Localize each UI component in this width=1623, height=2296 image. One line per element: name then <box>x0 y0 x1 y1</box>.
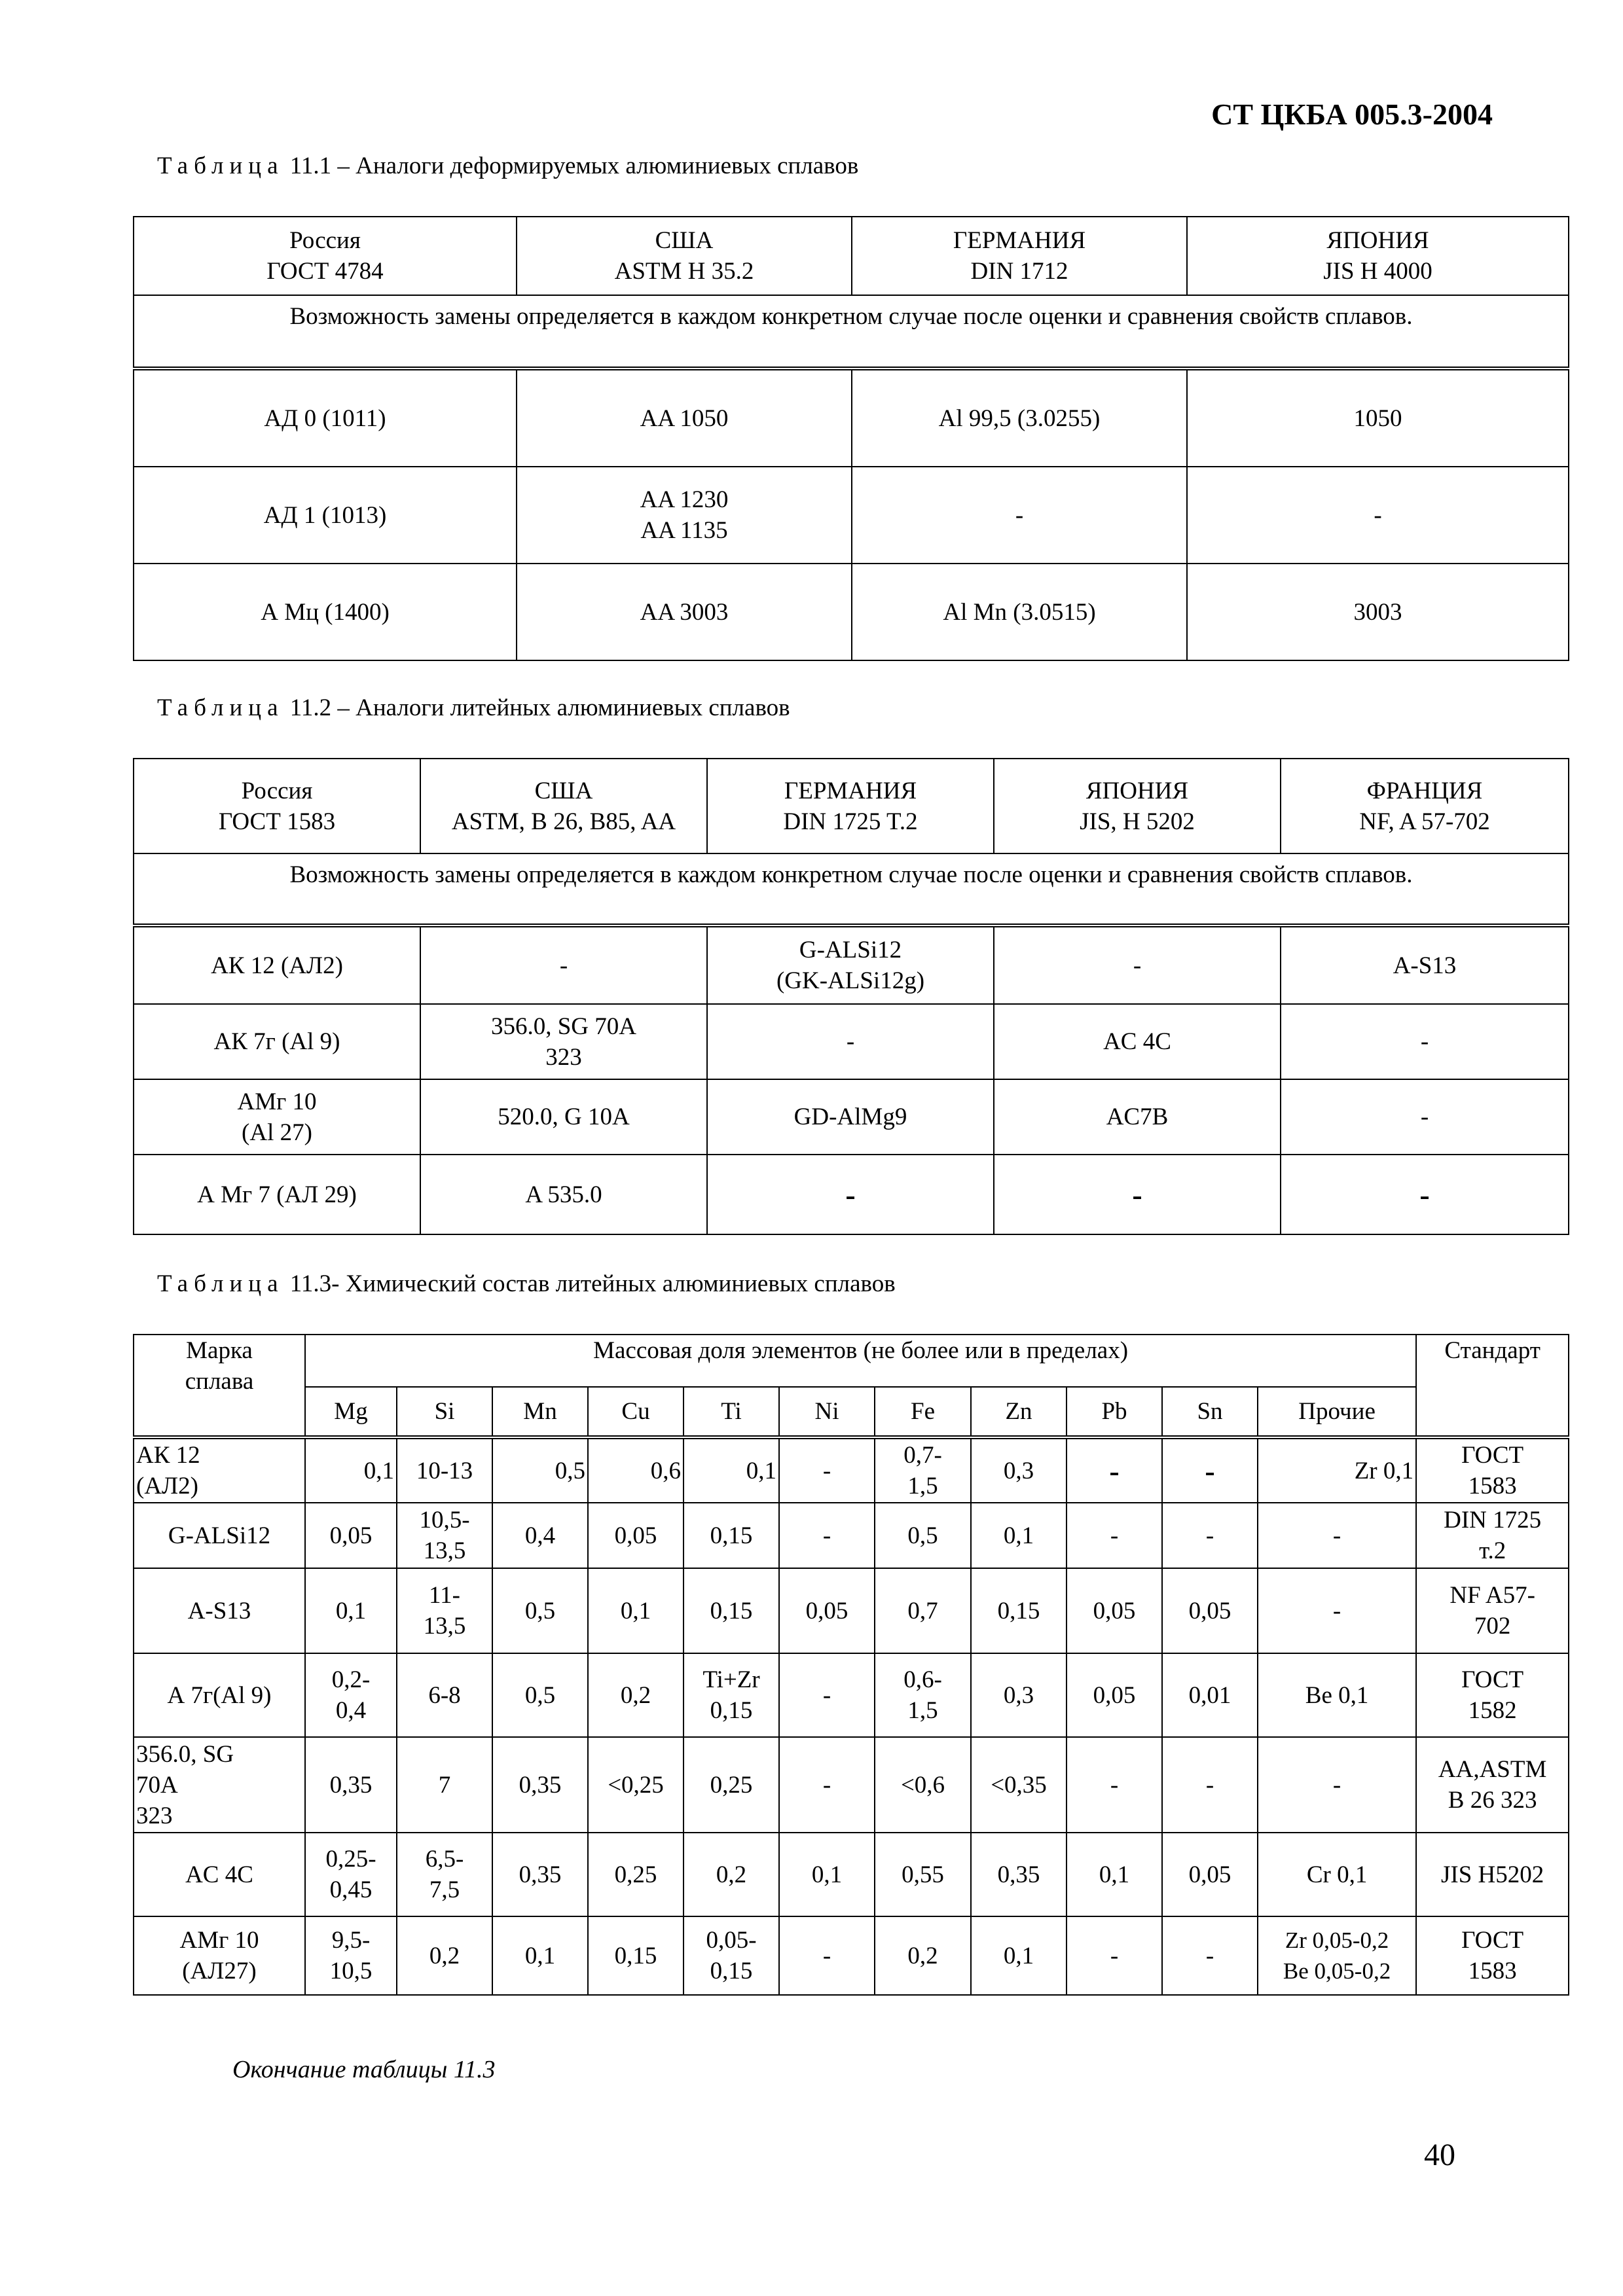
table-cell: - <box>707 1155 994 1234</box>
table-11-2-caption <box>157 694 790 722</box>
table-cell: 0,1 <box>971 1916 1067 1995</box>
table-cell: 0,1 <box>492 1916 588 1995</box>
table-cell: А 7г(Al 9) <box>134 1653 305 1737</box>
table-note: Возможность замены определяется в каждом конкретном случае после оценки и сравнения свойств сплавов. <box>134 853 1569 925</box>
table-cell: - <box>1067 1916 1162 1995</box>
table-cell: 356.0, SG 70A 323 <box>420 1004 707 1079</box>
table-cell: - <box>852 467 1187 564</box>
table-cell: ГОСТ 1582 <box>1416 1653 1569 1737</box>
header-cell: Россия ГОСТ 4784 <box>134 217 517 295</box>
table-cell: 0,1 <box>588 1568 684 1653</box>
table-note: Возможность замены определяется в каждом конкретном случае после оценки и сравнения свойств сплавов. <box>134 295 1569 368</box>
table-cell: 0,35 <box>971 1833 1067 1916</box>
table-cell: - <box>994 925 1281 1004</box>
element-header-zn: Zn <box>971 1387 1067 1437</box>
table-cell: 9,5- 10,5 <box>305 1916 397 1995</box>
table-cell: - <box>707 1004 994 1079</box>
table-11-1-caption <box>157 152 858 180</box>
table-row <box>134 1437 1569 1503</box>
table-cell: 0,1 <box>305 1437 397 1503</box>
table-cell: 0,7 <box>875 1568 971 1653</box>
table-cell: Al 99,5 (3.0255) <box>852 368 1187 467</box>
table-cell: 0,05- 0,15 <box>684 1916 779 1995</box>
table-cell: - <box>1281 1004 1569 1079</box>
element-header-mg: Mg <box>305 1387 397 1437</box>
table-cell: - <box>779 1916 875 1995</box>
table-cell: - <box>994 1155 1281 1234</box>
table-cell: АК 12 (АЛ2) <box>134 925 420 1004</box>
table-cell: 0,15 <box>971 1568 1067 1653</box>
table-cell: 0,5 <box>492 1653 588 1737</box>
table-cell: 0,01 <box>1162 1653 1258 1737</box>
caption-text: 11.1 – Аналоги деформируемых алюминиевых сплавов <box>289 152 859 179</box>
table-cell: Ti+Zr 0,15 <box>684 1653 779 1737</box>
page-number: 40 <box>1424 2138 1455 2172</box>
table-cell: - <box>1258 1503 1416 1568</box>
table-cell: AA 1230 AA 1135 <box>517 467 852 564</box>
table-cell: АК 7г (Al 9) <box>134 1004 420 1079</box>
table-cell: 1050 <box>1187 368 1569 467</box>
table-cell: - <box>1281 1155 1569 1234</box>
table-cell: 0,1 <box>779 1833 875 1916</box>
table-cell: 0,1 <box>971 1503 1067 1568</box>
table-cell: 0,15 <box>684 1568 779 1653</box>
caption-text: 11.3- Химический состав литейных алюминиевых сплавов <box>289 1270 896 1297</box>
table-cell: 0,6- 1,5 <box>875 1653 971 1737</box>
table-cell: <0,35 <box>971 1737 1067 1833</box>
table-cell: A 535.0 <box>420 1155 707 1234</box>
table-cell: 0,3 <box>971 1653 1067 1737</box>
table-cell: 0,6 <box>588 1437 684 1503</box>
table-cell: 0,15 <box>588 1916 684 1995</box>
table-cell: 0,05 <box>1162 1568 1258 1653</box>
table-cell: А Мг 7 (АЛ 29) <box>134 1155 420 1234</box>
table-cell: 0,05 <box>588 1503 684 1568</box>
table-cell: GD-AlMg9 <box>707 1079 994 1155</box>
fraction-header: Массовая доля элементов (не более или в пределах) <box>305 1335 1416 1387</box>
standard-header: Стандарт <box>1416 1335 1569 1437</box>
table-cell: A-S13 <box>1281 925 1569 1004</box>
element-header-si: Si <box>397 1387 492 1437</box>
caption-label: Таблица <box>157 694 284 721</box>
table-cell: AA 1050 <box>517 368 852 467</box>
table-cell: 0,05 <box>1067 1653 1162 1737</box>
table-cell: ГОСТ 1583 <box>1416 1916 1569 1995</box>
element-header-mn: Mn <box>492 1387 588 1437</box>
table-cell: 0,05 <box>305 1503 397 1568</box>
table-cell: 0,5 <box>492 1437 588 1503</box>
header-cell: ГЕРМАНИЯ DIN 1725 T.2 <box>707 759 994 853</box>
table-cell: AC7B <box>994 1079 1281 1155</box>
table-cell: AC 4C <box>994 1004 1281 1079</box>
table-cell: 0,05 <box>1067 1568 1162 1653</box>
table-cell: <0,25 <box>588 1737 684 1833</box>
table-cell: - <box>779 1653 875 1737</box>
table-cell: 11- 13,5 <box>397 1568 492 1653</box>
header-cell: ЯПОНИЯ JIS, H 5202 <box>994 759 1281 853</box>
continuation-note: Окончание таблицы 11.3 <box>232 2056 496 2083</box>
header-cell: Россия ГОСТ 1583 <box>134 759 420 853</box>
table-cell: NF A57- 702 <box>1416 1568 1569 1653</box>
table-cell: 0,4 <box>492 1503 588 1568</box>
header-cell: ГЕРМАНИЯ DIN 1712 <box>852 217 1187 295</box>
table-cell: 0,7- 1,5 <box>875 1437 971 1503</box>
table-cell: 0,2 <box>588 1653 684 1737</box>
element-header-ti: Ti <box>684 1387 779 1437</box>
element-header-sn: Sn <box>1162 1387 1258 1437</box>
table-cell: АМг 10 (Al 27) <box>134 1079 420 1155</box>
table-cell: 0,2 <box>684 1833 779 1916</box>
table-cell: - <box>1162 1916 1258 1995</box>
table-cell: - <box>779 1503 875 1568</box>
table-cell: АК 12 (АЛ2) <box>134 1437 305 1503</box>
table-cell: Be 0,1 <box>1258 1653 1416 1737</box>
table-cell: 0,25 <box>588 1833 684 1916</box>
table-11-3-body <box>134 1437 1569 1995</box>
table-cell: 0,3 <box>971 1437 1067 1503</box>
table-cell: - <box>1258 1737 1416 1833</box>
header-cell: ФРАНЦИЯ NF, A 57-702 <box>1281 759 1569 853</box>
table-cell: 0,5 <box>492 1568 588 1653</box>
table-cell: 0,25- 0,45 <box>305 1833 397 1916</box>
table-cell: 0,2- 0,4 <box>305 1653 397 1737</box>
table-cell: 7 <box>397 1737 492 1833</box>
table-cell: <0,6 <box>875 1737 971 1833</box>
caption-label: Таблица <box>157 152 284 179</box>
table-cell: - <box>1258 1568 1416 1653</box>
table-cell: 0,25 <box>684 1737 779 1833</box>
table-cell: Al Mn (3.0515) <box>852 564 1187 660</box>
table-cell: 10-13 <box>397 1437 492 1503</box>
grade-header: Марка сплава <box>134 1335 305 1437</box>
table-cell: 0,5 <box>875 1503 971 1568</box>
table-11-1 <box>133 216 1569 661</box>
element-header-cu: Cu <box>588 1387 684 1437</box>
table-row <box>134 1503 1569 1568</box>
table-11-3-caption <box>157 1270 896 1298</box>
table-row <box>134 1653 1569 1737</box>
table-cell: JIS H5202 <box>1416 1833 1569 1916</box>
table-cell: 10,5- 13,5 <box>397 1503 492 1568</box>
table-cell: - <box>1162 1437 1258 1503</box>
table-cell: 0,1 <box>305 1568 397 1653</box>
table-row <box>134 1737 1569 1833</box>
table-cell: 0,2 <box>875 1916 971 1995</box>
table-cell: 0,35 <box>305 1737 397 1833</box>
element-header-other: Прочие <box>1258 1387 1416 1437</box>
table-11-2 <box>133 758 1569 1235</box>
table-cell: - <box>1187 467 1569 564</box>
table-cell: АД 0 (1011) <box>134 368 517 467</box>
table-cell: 0,2 <box>397 1916 492 1995</box>
table-cell: 520.0, G 10A <box>420 1079 707 1155</box>
table-cell: - <box>420 925 707 1004</box>
table-cell: 6,5- 7,5 <box>397 1833 492 1916</box>
table-cell: 0,05 <box>779 1568 875 1653</box>
header-cell: США ASTM, B 26, B85, AA <box>420 759 707 853</box>
table-cell: - <box>1067 1437 1162 1503</box>
table-cell: Cr 0,1 <box>1258 1833 1416 1916</box>
table-cell: AA,ASTM B 26 323 <box>1416 1737 1569 1833</box>
header-cell: ЯПОНИЯ JIS H 4000 <box>1187 217 1569 295</box>
table-cell: АД 1 (1013) <box>134 467 517 564</box>
table-cell: AC 4C <box>134 1833 305 1916</box>
table-cell: 356.0, SG 70A 323 <box>134 1737 305 1833</box>
table-cell: 0,1 <box>1067 1833 1162 1916</box>
table-cell: 6-8 <box>397 1653 492 1737</box>
table-cell: 0,05 <box>1162 1833 1258 1916</box>
table-cell: 0,35 <box>492 1833 588 1916</box>
table-cell: 0,35 <box>492 1737 588 1833</box>
caption-text: 11.2 – Аналоги литейных алюминиевых сплавов <box>289 694 790 721</box>
element-header-fe: Fe <box>875 1387 971 1437</box>
table-cell: Zr 0,05-0,2 Be 0,05-0,2 <box>1258 1916 1416 1995</box>
table-cell: - <box>779 1437 875 1503</box>
table-cell: - <box>1067 1737 1162 1833</box>
document-code: СТ ЦКБА 005.3-2004 <box>1211 98 1493 131</box>
table-cell: 3003 <box>1187 564 1569 660</box>
table-cell: ГОСТ 1583 <box>1416 1437 1569 1503</box>
table-cell: A-S13 <box>134 1568 305 1653</box>
table-cell: - <box>779 1737 875 1833</box>
element-header-ni: Ni <box>779 1387 875 1437</box>
element-header-pb: Pb <box>1067 1387 1162 1437</box>
table-cell: - <box>1162 1737 1258 1833</box>
table-cell: 0,1 <box>684 1437 779 1503</box>
table-row <box>134 1916 1569 1995</box>
table-cell: G-ALSi12 <box>134 1503 305 1568</box>
table-cell: 0,15 <box>684 1503 779 1568</box>
table-cell: - <box>1281 1079 1569 1155</box>
table-cell: АМг 10 (АЛ27) <box>134 1916 305 1995</box>
header-cell: США ASTM H 35.2 <box>517 217 852 295</box>
table-cell: - <box>1162 1503 1258 1568</box>
table-cell: 0,55 <box>875 1833 971 1916</box>
table-cell: - <box>1067 1503 1162 1568</box>
caption-label: Таблица <box>157 1270 284 1297</box>
table-cell: Zr 0,1 <box>1258 1437 1416 1503</box>
table-row <box>134 1833 1569 1916</box>
table-11-3 <box>133 1334 1569 1996</box>
table-cell: DIN 1725 т.2 <box>1416 1503 1569 1568</box>
table-row <box>134 1568 1569 1653</box>
table-cell: AA 3003 <box>517 564 852 660</box>
table-cell: А Мц (1400) <box>134 564 517 660</box>
table-cell: G-ALSi12 (GK-ALSi12g) <box>707 925 994 1004</box>
